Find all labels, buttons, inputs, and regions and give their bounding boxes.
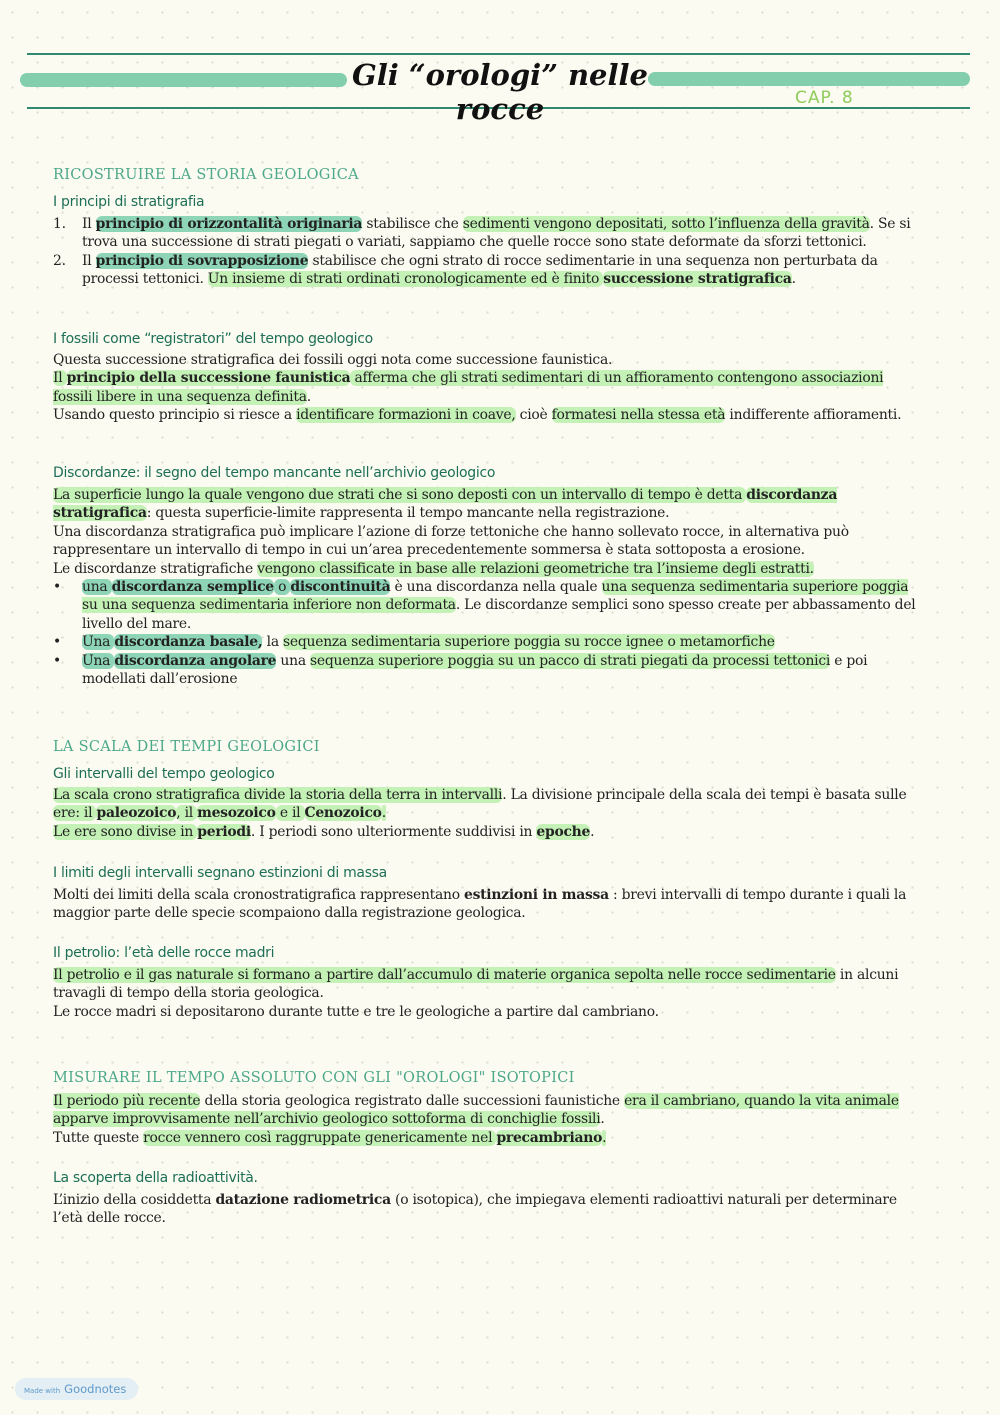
paragraph: Questa successione stratigrafica dei fossili oggi nota come successione faunistica. Il principio della successione faunistica afferma che gli strati sedimentari di un affioramento contengono associazioni fossili libere in una sequenza definita. Usando questo principio si riesce a identificare formazioni in coave, cioè formatesi nella stessa età indifferente affioramenti. [53,352,902,424]
section-heading: LA SCALA DEI TEMPI GEOLOGICI [53,739,320,755]
paragraph: La scala crono stratigrafica divide la storia della terra in intervalli. La divisione principale della scala dei tempi è basata sulle ere: il paleozoico, il mesozoico e il Cenozoico. Le ere sono divise in periodi. I periodi sono ulteriormente suddivisi in epoche. [53,787,907,840]
subheading: I fossili come “registratori” del tempo geologico [53,331,373,347]
list-item: • una discordanza semplice o discontinuità è una discordanza nella quale una sequenza sedimentaria superiore poggia su una sequenza sedimentaria inferiore non deformata. Le discordanze semplici sono spesso create per abbassamento del livello del mare. [53,579,916,632]
subheading: I limiti degli intervalli segnano estinzioni di massa [53,865,387,881]
paragraph: L’inizio della cosiddetta datazione radiometrica (o isotopica), che impiegava elementi radioattivi naturali per determinare l’età delle rocce. [53,1192,897,1227]
subheading: Gli intervalli del tempo geologico [53,766,275,782]
header-band-left [20,73,347,87]
list-item: • Una discordanza angolare una sequenza superiore poggia su un pacco di strati piegati da processi tettonici e poi modellati dall’erosione [53,652,868,688]
header-band-right [648,72,970,86]
subheading: Discordanze: il segno del tempo mancante nell’archivio geologico [53,465,496,481]
list-item: • Una discordanza basale, la sequenza sedimentaria superiore poggia su rocce ignee o metamorfiche [53,634,775,651]
paragraph: La superficie lungo la quale vengono due strati che si sono deposti con un intervallo di tempo è detta discordanza stratigrafica: questa superficie-limite rappresenta il tempo mancante nella registrazione. Una discordanza stratigrafica può implicare l’azione di forze tettoniche che hanno sollevato rocce, in alternativa può rappresentare un intervallo di tempo in cui un’area precedentemente sommersa è stata sottoposta a erosione. Le discordanze stratigrafiche vengono classificate in base alle relazioni geometriche tra l’insieme degli estratti. • una discordanza semplice o discontinuità è una discordanza nella quale una sequenza sedimentaria superiore poggia su una sequenza sedimentaria inferiore non deformata. Le discordanze semplici sono spesso create per abbassamento del livello del mare. • Una discordanza basale, la sequenza sedimentaria superiore poggia su rocce ignee o metamorfiche • Una discordanza angolare una sequenza superiore poggia su un pacco di strati piegati da processi tettonici e poi modellati dall’erosione [53,486,925,688]
subheading: Il petrolio: l’età delle rocce madri [53,945,275,961]
subheading: La scoperta della radioattività. [53,1170,258,1186]
goodnotes-badge[interactable] [15,1378,138,1400]
paragraph: Il periodo più recente della storia geologica registrato dalle successioni faunistiche era il cambriano, quando la vita animale apparve improvvisamente nell’archivio geologico sottoforma di conchiglie fossili. Tutte queste rocce vennero così raggruppate genericamente nel precambriano. [53,1093,899,1146]
brand-label: Goodnotes [64,1382,127,1396]
numbered-list [53,215,925,289]
paragraph: Molti dei limiti della scala cronostratigrafica rappresentano estinzioni in massa : brevi intervalli di tempo durante i quali la maggior parte delle specie scompaiono dalla registrazione geologica. [53,887,907,922]
header-top-rule [27,53,970,55]
list-item: 1. Il principio di orizzontalità originaria stabilisce che sedimenti vengono depositati, sotto l’influenza della gravità. Se si trova una successione di strati piegati o variati, sappiamo che quelle rocce sono state deformate da sforzi tettonici. [53,216,911,251]
paragraph: Il petrolio e il gas naturale si formano a partire dall’accumulo di materie organica sepolta nelle rocce sedimentarie in alcuni travagli di tempo della storia geologica. Le rocce madri si depositarono durante tutte e tre le geologiche a partire dal cambriano. [53,967,899,1020]
subheading: I principi di stratigrafia [53,194,205,210]
bullet-list [53,578,925,688]
list-item: 2. Il principio di sovrapposizione stabilisce che ogni strato di rocce sedimentarie in una sequenza non perturbata da processi tettonici. Un insieme di strati ordinati cronologicamente ed è finito successione stratigrafica. [53,252,878,288]
chapter-label: CAP. 8 [795,88,854,108]
section-heading: RICOSTRUIRE LA STORIA GEOLOGICA [53,167,359,183]
made-with-label: Made with [24,1387,61,1395]
page-title: Gli “orologi” nelle rocce [352,58,648,126]
section-heading: MISURARE IL TEMPO ASSOLUTO CON GLI "OROLOGI" ISOTOPICI [53,1070,575,1086]
